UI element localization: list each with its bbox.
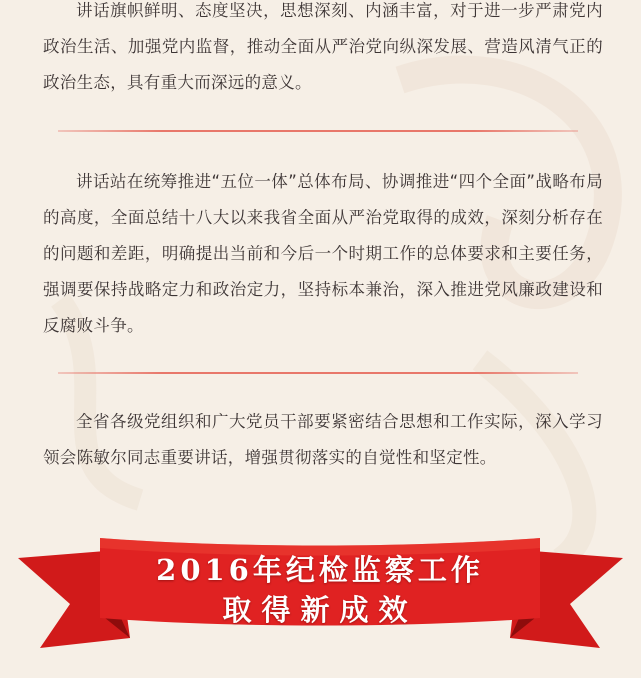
banner-title-line2: 取得新成效 <box>222 593 418 627</box>
paragraph-call-to-action: 全省各级党组织和广大党员干部要紧密结合思想和工作实际，深入学习领会陈敏尔同志重要讲话，增强贯彻落实的自觉性和坚定性。 <box>43 412 603 467</box>
divider-line <box>58 372 578 374</box>
banner-title-line1: 2016年纪检监察工作 <box>156 553 484 587</box>
paragraph-significance: 讲话旗帜鲜明、态度坚决，思想深刻、内涵丰富，对于进一步严肃党内政治生活、加强党内监督，推动全面从严治党向纵深发展、营造风清气正的政治生态，具有重大而深远的意义。 <box>43 1 603 92</box>
paragraph-speech-content: 讲话站在统筹推进“五位一体”总体布局、协调推进“四个全面”战略布局的高度，全面总结十八大以来我省全面从严治党取得的成效，深刻分析存在的问题和差距，明确提出当前和今后一个时期工作的总体要求和主要任务，强调要保持战略定力和政治定力，坚持标本兼治，深入推进党风廉政建设和反腐败斗争。 <box>43 172 603 335</box>
divider-line <box>58 130 578 132</box>
